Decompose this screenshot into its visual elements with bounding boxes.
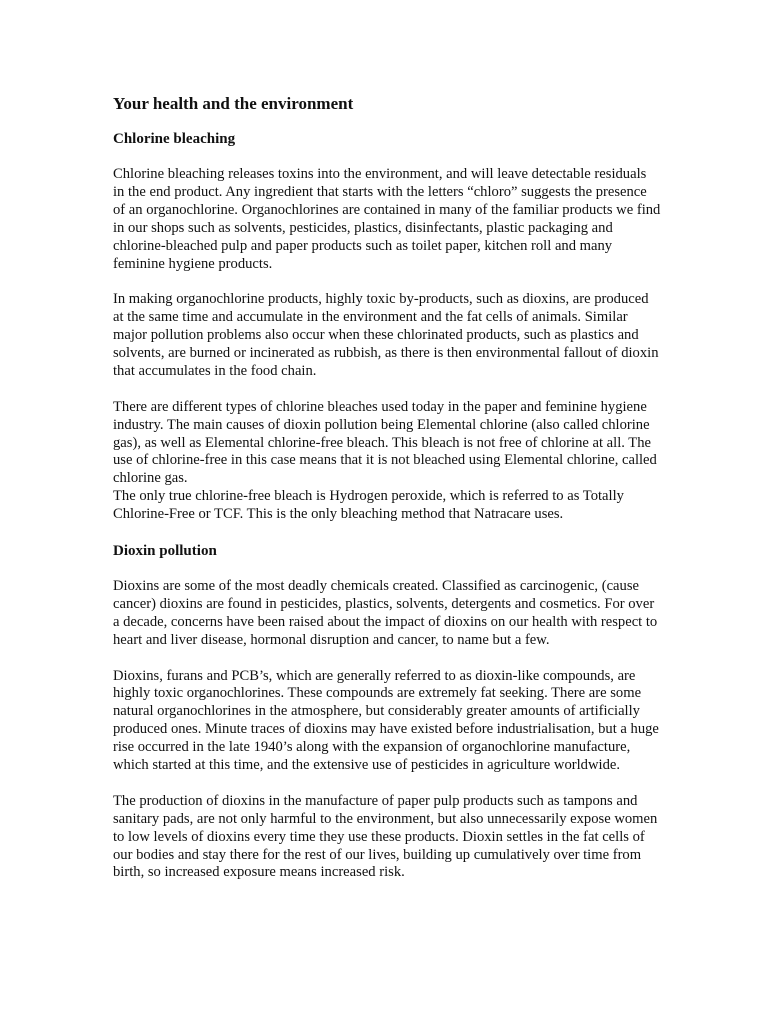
paragraph: The only true chlorine-free bleach is Hydrogen peroxide, which is referred to as Totally Chlorine-Free or TCF. This is the only bleaching method that Natracare uses.	[113, 488, 624, 523]
document-title: Your health and the environment	[113, 94, 354, 113]
paragraph: There are different types of chlorine bleaches used today in the paper and feminine hygiene industry. The main causes of dioxin pollution being Elemental chlorine (also called chlorine gas), as well as Elemental chlorine-free bleach. This bleach is not free of chlorine at all. The use of chlorine-free in this case means that it is not bleached using Elemental chlorine, called chlorine gas.	[113, 398, 657, 487]
document-page	[113, 92, 661, 882]
section-heading: Chlorine bleaching	[113, 131, 236, 147]
section-dioxin-pollution	[113, 542, 661, 882]
section-chlorine-bleaching	[113, 130, 661, 524]
paragraph: Dioxins, furans and PCB’s, which are generally referred to as dioxin-like compounds, are highly toxic organochlorines. These compounds are extremely fat seeking. There are some natural organochlorines in the atmosphere, but considerably greater amounts of artificially produced ones. Minute traces of dioxins may have existed before industrialisation, but a huge rise occurred in the late 1940’s along with the expansion of organochlorine manufacture, which started at this time, and the extensive use of pesticides in agriculture worldwide.	[113, 667, 659, 774]
paragraph: Chlorine bleaching releases toxins into the environment, and will leave detectable residuals in the end product. Any ingredient that starts with the letters “chloro” suggests the presence of an organochlorine. Organochlorines are contained in many of the familiar products we find in our shops such as solvents, pesticides, plastics, disinfectants, plastic packaging and chlorine-bleached pulp and paper products such as toilet paper, kitchen roll and many feminine hygiene products.	[113, 166, 661, 272]
paragraph: Dioxins are some of the most deadly chemicals created. Classified as carcinogenic, (cause cancer) dioxins are found in pesticides, plastics, solvents, detergents and cosmetics. For over a decade, concerns have been raised about the impact of dioxins on our health with respect to heart and liver disease, hormonal disruption and cancer, to name but a few.	[113, 577, 658, 648]
paragraph: In making organochlorine products, highly toxic by-products, such as dioxins, are produced at the same time and accumulate in the environment and the fat cells of animals. Similar major pollution problems also occur when these chlorinated products, such as plastics and solvents, are burned or incinerated as rubbish, as there is then environmental fallout of dioxin that accumulates in the food chain.	[113, 291, 659, 379]
paragraph: The production of dioxins in the manufacture of paper pulp products such as tampons and sanitary pads, are not only harmful to the environment, but also unnecessarily expose women to low levels of dioxins every time they use these products. Dioxin settles in the fat cells of our bodies and stay there for the rest of our lives, building up cumulatively over time from birth, so increased exposure means increased risk.	[113, 792, 658, 881]
section-heading: Dioxin pollution	[113, 542, 217, 559]
